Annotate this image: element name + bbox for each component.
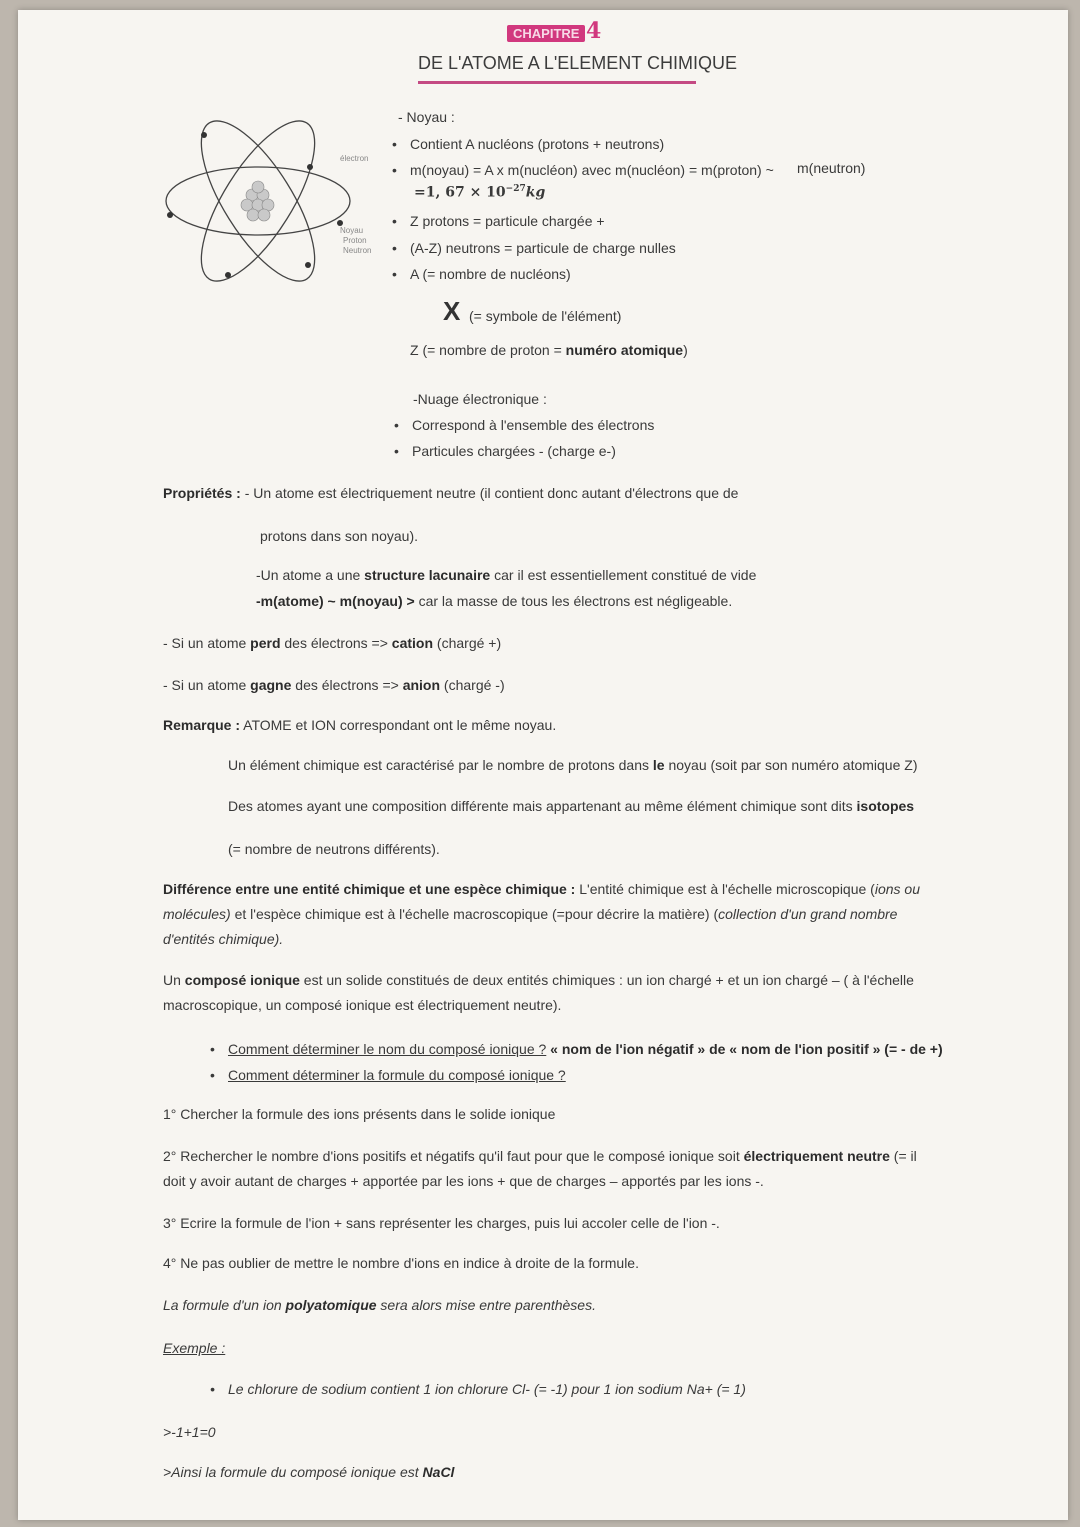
label-noyau: Noyau <box>340 226 364 235</box>
difference-line-1: Différence entre une entité chimique et une espèce chimique : L'entité chimique est à l'échelle microscopique (ions ou <box>163 881 920 897</box>
step-2-continued: doit y avoir autant de charges + apportée par les ions + que de charges – apportés par les ions -. <box>163 1173 764 1189</box>
noyau-heading: - Noyau : <box>398 109 455 125</box>
difference-line-3: d'entités chimique). <box>163 931 284 947</box>
noyau-bullet-4: • (A-Z) neutrons = particule de charge nulles <box>410 239 676 257</box>
element-definition: Un élément chimique est caractérisé par le nombre de protons dans le noyau (soit par son numéro atomique Z) <box>228 757 918 773</box>
nuage-heading: -Nuage électronique : <box>413 391 547 407</box>
anion-line: - Si un atome gagne des électrons => anion (chargé -) <box>163 677 505 693</box>
noyau-bullet-2-neutron: m(neutron) <box>797 160 866 176</box>
proprietes-line-1: Propriétés : - Un atome est électriquement neutre (il contient donc autant d'électrons que de <box>163 485 739 501</box>
isotopes-note: (= nombre de neutrons différents). <box>228 841 440 857</box>
cation-line: - Si un atome perd des électrons => cation (chargé +) <box>163 635 502 651</box>
title-underline <box>418 81 696 84</box>
noyau-bullet-5: • A (= nombre de nucléons) <box>410 265 571 283</box>
isotopes-definition: Des atomes ayant une composition différente mais appartenant au même élément chimique sont dits isotopes <box>228 798 915 814</box>
exemple-calc: >-1+1=0 <box>163 1424 216 1440</box>
question-nom: • Comment déterminer le nom du composé ionique ? « nom de l'ion négatif » de « nom de l'ion positif » (= - de +) <box>228 1040 943 1058</box>
element-symbol-desc: (= symbole de l'élément) <box>469 308 622 324</box>
noyau-bullet-2: • m(noyau) = A x m(nucléon) avec m(nucléon) = m(proton) ~ <box>410 161 774 179</box>
remarque-line: Remarque : ATOME et ION correspondant ont le même noyau. <box>163 717 557 733</box>
proprietes-line-2: protons dans son noyau). <box>260 528 418 544</box>
question-formule: • Comment déterminer la formule du composé ionique ? <box>228 1066 566 1084</box>
page-title: DE L'ATOME A L'ELEMENT CHIMIQUE <box>418 53 737 73</box>
step-2: 2° Rechercher le nombre d'ions positifs et négatifs qu'il faut pour que le composé ionique soit électriquement neutre (= il <box>163 1148 917 1164</box>
compose-line-1: Un composé ionique est un solide constitués de deux entités chimiques : un ion chargé + et un ion chargé – ( à l'échelle <box>163 972 914 988</box>
polyatomic-note: La formule d'un ion polyatomique sera alors mise entre parenthèses. <box>163 1297 596 1313</box>
noyau-bullet-1: • Contient A nucléons (protons + neutrons) <box>410 135 664 153</box>
difference-line-2: molécules) et l'espèce chimique est à l'échelle macroscopique (=pour décrire la matière) (collection d'un grand nombre <box>163 906 898 922</box>
step-3: 3° Ecrire la formule de l'ion + sans représenter les charges, puis lui accoler celle de l'ion -. <box>163 1215 720 1231</box>
label-electron: électron <box>340 154 369 163</box>
compose-line-2: macroscopique, un composé ionique est électriquement neutre). <box>163 997 562 1013</box>
chapter-number: 4 <box>586 18 602 44</box>
atom-diagram <box>160 105 360 295</box>
proprietes-line-4: -m(atome) ~ m(noyau) > car la masse de tous les électrons est négligeable. <box>256 593 733 609</box>
noyau-mass-value: =1, $67 \times 10^{-27}kg$ <box>414 184 546 201</box>
nuage-bullet-1: • Correspond à l'ensemble des électrons <box>412 416 654 434</box>
atomic-number-desc: Z (= nombre de proton = numéro atomique) <box>410 342 688 358</box>
exemple-conclusion: >Ainsi la formule du composé ionique est NaCl <box>163 1464 455 1480</box>
step-4: 4° Ne pas oublier de mettre le nombre d'ions en indice à droite de la formule. <box>163 1255 639 1271</box>
nuage-bullet-2: • Particules chargées - (charge e-) <box>412 442 616 460</box>
proprietes-line-3: -Un atome a une structure lacunaire car il est essentiellement constitué de vide <box>256 567 757 583</box>
element-symbol: X <box>443 296 461 326</box>
label-proton: Proton <box>343 236 367 245</box>
step-1: 1° Chercher la formule des ions présents dans le solide ionique <box>163 1106 556 1122</box>
exemple-bullet: • Le chlorure de sodium contient 1 ion chlorure Cl- (= -1) pour 1 ion sodium Na+ (= 1) <box>228 1380 746 1398</box>
noyau-bullet-3: • Z protons = particule chargée + <box>410 212 605 230</box>
chapter-tag: CHAPITRE <box>507 25 585 42</box>
exemple-label: Exemple : <box>163 1340 226 1356</box>
label-neutron: Neutron <box>343 246 372 255</box>
